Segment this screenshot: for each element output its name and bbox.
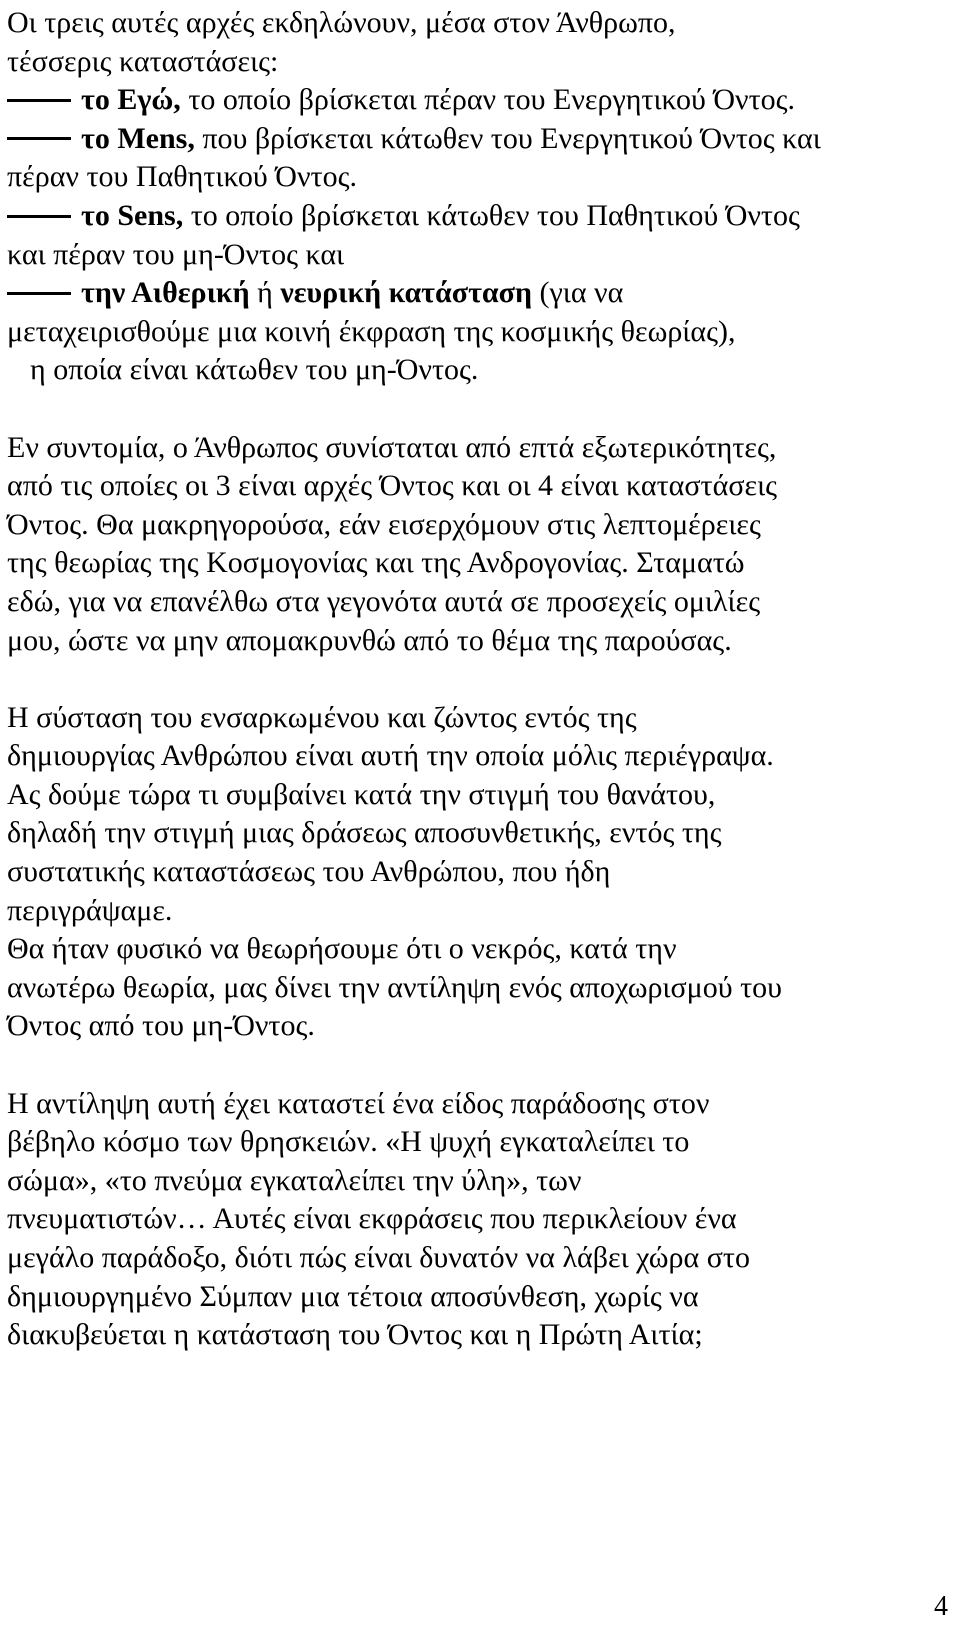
state-sens-text: το οποίο βρίσκεται κάτωθεν του Παθητικού Όντος (183, 198, 800, 232)
state-ego (7, 81, 952, 120)
text-line: πνευματιστών… Αυτές είναι εκφράσεις που περικλείουν ένα (7, 1202, 737, 1236)
page-number: 4 (934, 1591, 948, 1622)
text-line: σώμα», «το πνεύμα εγκαταλείπει την ύλη», των (7, 1163, 582, 1197)
state-sens-continuation: και πέραν του μη-Όντος και (7, 237, 345, 271)
state-etheric-term: την Αιθερική (81, 276, 250, 310)
paragraph-gap (7, 390, 952, 429)
state-etheric (7, 274, 952, 313)
text-line: δηλαδή την στιγμή μιας δράσεως αποσυνθετικής, εντός της (7, 816, 722, 850)
paragraph-4 (7, 1085, 952, 1355)
state-mens-term: το Mens, (81, 121, 195, 155)
intro-line-2: τέσσερις καταστάσεις: (7, 44, 279, 78)
state-mens-text: που βρίσκεται κάτωθεν του Ενεργητικού Όντος και (194, 121, 821, 155)
state-mens-continuation: πέραν του Παθητικού Όντος. (7, 160, 357, 194)
state-sens-term: το Sens, (81, 198, 184, 232)
text-line: Όντος από του μη-Όντος. (7, 1009, 315, 1043)
text-line: μεγάλο παράδοξο, διότι πώς είναι δυνατόν να λάβει χώρα στο (7, 1241, 750, 1274)
state-sens (7, 197, 952, 236)
em-dash (7, 137, 71, 140)
paragraph-2 (7, 429, 952, 661)
text-line: Θα ήταν φυσικό να θεωρήσουμε ότι ο νεκρός, κατά την (7, 932, 677, 966)
text-line: Η σύσταση του ενσαρκωμένου και ζώντος εντός της (7, 700, 637, 734)
intro-line-1: Οι τρεις αυτές αρχές εκδηλώνουν, μέσα στον Άνθρωπο, (7, 6, 676, 39)
state-etheric-continuation: μεταχειρισθούμε μια κοινή έκφραση της κοσμικής θεωρίας), (7, 314, 736, 348)
text-line: Όντος. Θα μακρηγορούσα, εάν εισερχόμουν στις λεπτομέρειες (7, 507, 761, 541)
text-line: ανωτέρω θεωρία, μας δίνει την αντίληψη ενός αποχωρισμού του (7, 970, 783, 1004)
paragraph-gap (7, 1046, 952, 1085)
text-line: δημιουργίας Ανθρώπου είναι αυτή την οποία μόλις περιέγραψα. (7, 739, 774, 773)
text-line: συστατικής καταστάσεως του Ανθρώπου, που ήδη (7, 855, 611, 889)
state-etheric-continuation-2: η οποία είναι κάτωθεν του μη-Όντος. (30, 353, 479, 387)
em-dash (7, 292, 71, 295)
em-dash (7, 215, 71, 218)
em-dash (7, 99, 71, 102)
text-line: μου, ώστε να μην απομακρυνθώ από το θέμα της παρούσας. (7, 623, 732, 657)
text-line: Εν συντομία, ο Άνθρωπος συνίσταται από επτά εξωτερικότητες, (7, 430, 777, 464)
text-line: δημιουργημένο Σύμπαν μια τέτοια αποσύνθεση, χωρίς να (7, 1279, 699, 1313)
state-etheric-term-2: νευρική κατάσταση (280, 276, 533, 310)
state-ego-term: το Εγώ, (81, 83, 181, 117)
paragraph-gap (7, 660, 952, 699)
text-line: από τις οποίες οι 3 είναι αρχές Όντος και οι 4 είναι καταστάσεις (7, 469, 778, 503)
state-mens (7, 120, 952, 159)
text-line: βέβηλο κόσμο των θρησκειών. «Η ψυχή εγκαταλείπει το (7, 1125, 690, 1159)
paragraph-3 (7, 699, 952, 1046)
state-etheric-text: (για να (532, 276, 624, 310)
state-ego-text: το οποίο βρίσκεται πέραν του Ενεργητικού Όντος. (180, 83, 796, 117)
text-line: Η αντίληψη αυτή έχει καταστεί ένα είδος παράδοσης στον (7, 1086, 710, 1120)
text-line: Ας δούμε τώρα τι συμβαίνει κατά την στιγμή του θανάτου, (7, 777, 716, 811)
text-line: εδώ, για να επανέλθω στα γεγονότα αυτά σε προσεχείς ομιλίες (7, 584, 761, 618)
text-line: της θεωρίας της Κοσμογονίας και της Ανδρογονίας. Σταματώ (7, 546, 745, 580)
text-line: διακυβεύεται η κατάσταση του Όντος και η Πρώτη Αιτία; (7, 1318, 703, 1352)
text-line: περιγράψαμε. (7, 893, 173, 927)
state-etheric-mid: ή (249, 276, 281, 310)
